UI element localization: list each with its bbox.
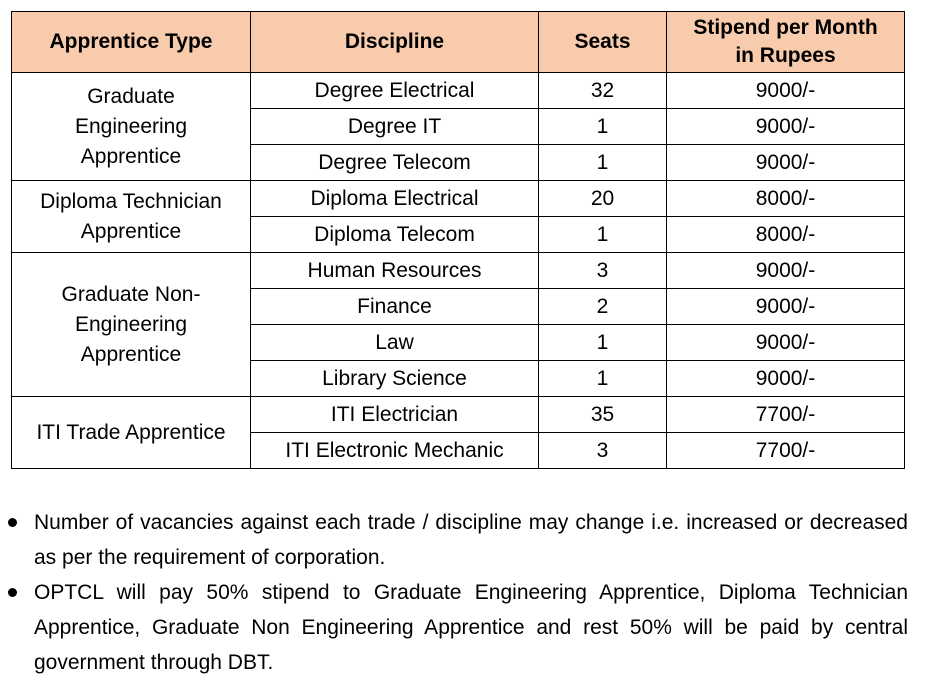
discipline-cell: ITI Electrician <box>251 397 539 433</box>
header-discipline: Discipline <box>251 12 539 73</box>
stipend-cell: 9000/- <box>667 361 905 397</box>
table-row <box>12 253 905 289</box>
seats-cell: 1 <box>539 325 667 361</box>
seats-cell: 3 <box>539 433 667 469</box>
bullet-icon <box>8 588 17 597</box>
discipline-cell: Degree Electrical <box>251 73 539 109</box>
seats-cell: 20 <box>539 181 667 217</box>
note-text: OPTCL will pay 50% stipend to Graduate Engineering Apprentice, Diploma Technician Apprentice, Graduate Non Engineering Apprentice and rest 50% will be paid by central government through DBT. <box>34 581 908 674</box>
stipend-cell: 9000/- <box>667 109 905 145</box>
header-seats: Seats <box>539 12 667 73</box>
table-header-row <box>12 12 905 73</box>
note-text: Number of vacancies against each trade / discipline may change i.e. increased or decreased as per the requirement of corporation. <box>34 511 908 569</box>
apprentice-seat-table <box>11 11 905 469</box>
apprentice-type-cell: ITI Trade Apprentice <box>12 397 251 469</box>
stipend-cell: 9000/- <box>667 73 905 109</box>
table-row <box>12 73 905 109</box>
seats-cell: 1 <box>539 217 667 253</box>
discipline-cell: Library Science <box>251 361 539 397</box>
header-apprentice-type: Apprentice Type <box>12 12 251 73</box>
bullet-icon <box>8 518 17 527</box>
table-body <box>12 73 905 469</box>
discipline-cell: Finance <box>251 289 539 325</box>
notes-list <box>0 505 908 680</box>
header-stipend: Stipend per Month in Rupees <box>667 12 905 73</box>
stipend-cell: 9000/- <box>667 289 905 325</box>
seats-cell: 1 <box>539 109 667 145</box>
table-row <box>12 181 905 217</box>
seats-cell: 1 <box>539 145 667 181</box>
discipline-cell: Diploma Electrical <box>251 181 539 217</box>
table-row <box>12 397 905 433</box>
note-item <box>0 575 908 680</box>
apprentice-type-cell: Diploma Technician Apprentice <box>12 181 251 253</box>
stipend-cell: 7700/- <box>667 397 905 433</box>
discipline-cell: Law <box>251 325 539 361</box>
stipend-cell: 9000/- <box>667 253 905 289</box>
apprentice-type-cell: Graduate Non- Engineering Apprentice <box>12 253 251 397</box>
seats-cell: 3 <box>539 253 667 289</box>
stipend-cell: 9000/- <box>667 145 905 181</box>
seats-cell: 32 <box>539 73 667 109</box>
stipend-cell: 7700/- <box>667 433 905 469</box>
apprentice-type-cell: Graduate Engineering Apprentice <box>12 73 251 181</box>
discipline-cell: Degree Telecom <box>251 145 539 181</box>
discipline-cell: Diploma Telecom <box>251 217 539 253</box>
stipend-cell: 8000/- <box>667 181 905 217</box>
seats-cell: 2 <box>539 289 667 325</box>
note-item <box>0 505 908 575</box>
seats-cell: 1 <box>539 361 667 397</box>
discipline-cell: ITI Electronic Mechanic <box>251 433 539 469</box>
discipline-cell: Degree IT <box>251 109 539 145</box>
seats-cell: 35 <box>539 397 667 433</box>
discipline-cell: Human Resources <box>251 253 539 289</box>
stipend-cell: 8000/- <box>667 217 905 253</box>
stipend-cell: 9000/- <box>667 325 905 361</box>
